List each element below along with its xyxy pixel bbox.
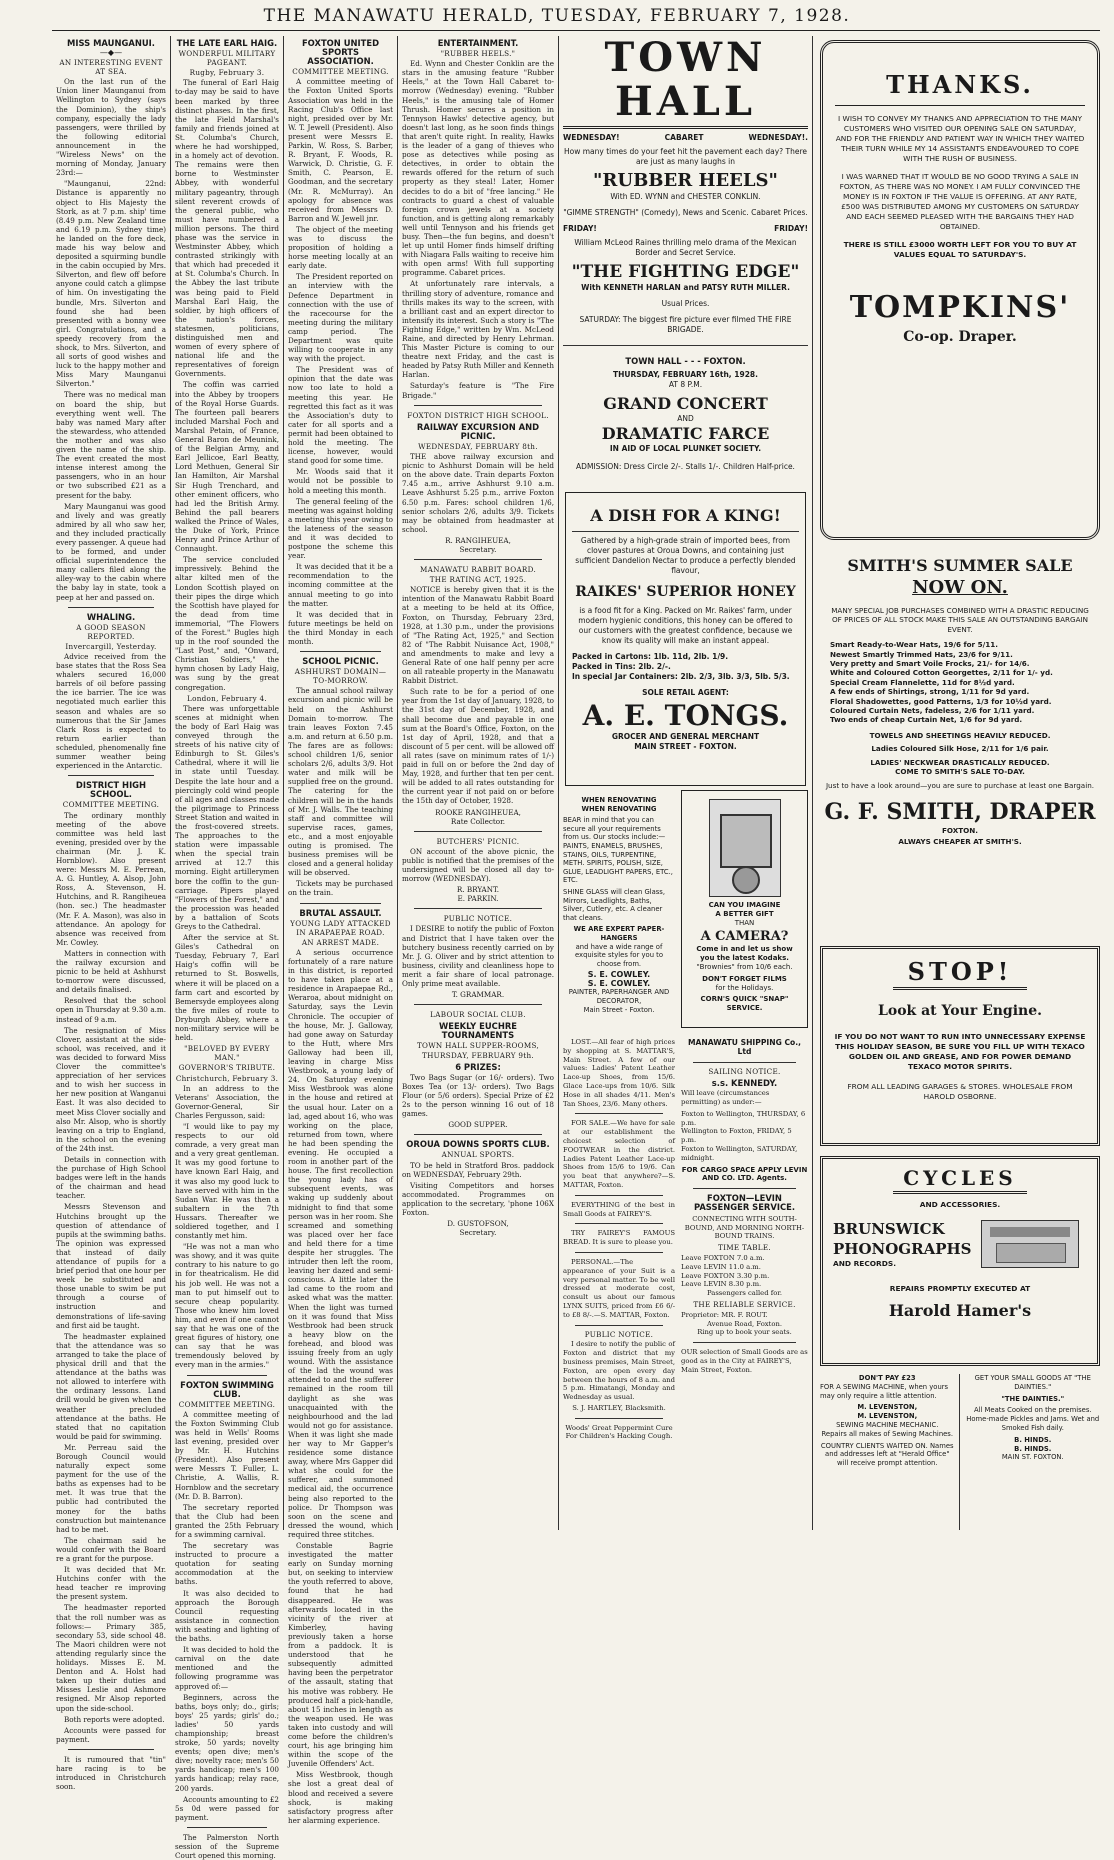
- timetable-row: Leave FOXTON 7.0 a.m.: [681, 1253, 765, 1262]
- paragraph: There was no medical man on board the ship, but everything went well. The baby was named Mary after the stewardess, who attended the mother and was also given the name of the ship. The event created the most intense interest among the passengers, who in an hour or two subscribed £21 as a present for the baby.: [56, 390, 166, 500]
- divider: [414, 559, 542, 560]
- honey-name: RAIKES' SUPERIOR HONEY: [575, 584, 796, 600]
- support-programme: "GIMME STRENGTH" (Comedy), News and Scenic. Cabaret Prices.: [563, 208, 808, 217]
- paragraph: The general feeling of the meeting was against holding a meeting this year owing to the lateness of the season and it was decided to postpone the scheme this year.: [288, 496, 393, 561]
- notice-subheading: TOWN HALL SUPPER-ROOMS, THURSDAY, FEBRUARY 9th.: [416, 1041, 540, 1060]
- paragraph: The President was of opinion that the date was now too late to hold a meeting this year. He regretted this fact as it was the Association's duty to cater for all sports and a permit had been obtained to hold the meeting. The license, however, would stand good for some time.: [288, 365, 393, 466]
- dainties-line: All Meats Cooked on the premises. Home-made Pickles and Jams. Wet and Smoked Fish daily.: [966, 1406, 1100, 1432]
- shipping-heading: MANAWATU SHIPPING Co., Ltd: [687, 1038, 802, 1056]
- paragraph: Constable Bagrie investigated the matter early on Sunday morning but, on seeking to interview the youth referred to above, found that he had disappeared. He was afterwards located in the vicinity of the river at Kimberley, having previously taken a horse from a paddock. It is understood that he subsequently admitted having been the perpetrator of the assault, stating that his motive was robbery. He produced half a pick-handle, about 15 inches in length as the weapon used. He was taken into custody and will come before the children's court, his age bringing him within the scope of the Juvenile Offenders' Act.: [288, 1541, 393, 1769]
- paragraph: The secretary was instructed to procure a quotation for seating accommodation at the baths.: [175, 1541, 279, 1587]
- divider: [300, 651, 381, 652]
- column-rule: [812, 36, 813, 1530]
- paragraph: The resignation of Miss Clover, assistant at the side-school, was received, and it was decided to forward Miss Clover the committee's appreciation of her services and to wish her success in her new position at Wanganui East. It was also decided to meet Miss Clover socially and also Mr. Alsop, who is shortly leaving on a trip to England, in the school on the evening of the 24th inst.: [56, 1025, 166, 1153]
- paragraph: A committee meeting of the Foxton Swimming Club was held in Wells' Rooms last evening, presided over by Mr. H. Hutchins (President). Also present were Messrs T. Fuller, L. Christie, A. Wallis, R. Hornblow and the secretary (Mr. D. B. Barron).: [175, 1409, 279, 1501]
- divider: [187, 1827, 267, 1828]
- paragraph: It was also decided to approach the Borough Council requesting assistance in connection with seating and lighting of the baths.: [175, 1588, 279, 1644]
- thanks-paragraph: THERE IS STILL £3000 WORTH LEFT FOR YOU TO BUY AT VALUES EQUAL TO SATURDAY'S.: [843, 240, 1077, 259]
- price-line: Packed in Cartons: 1lb. 11d, 2lb. 1/9.: [572, 652, 729, 661]
- signature: S. J. HARTLEY, Blacksmith.: [572, 1403, 666, 1412]
- headline: ENTERTAINMENT.: [437, 38, 519, 48]
- repairs-line: REPAIRS PROMPTLY EXECUTED AT: [889, 1284, 1031, 1293]
- notice-body: I DESIRE to notify the public of Foxton and District that I have taken over the butchery business recently carried on by Mr. J. G. Oliver and by strict attention to business, civility and cleanliness hope to merit a fair share of local patronage. Only prime meat available.: [402, 924, 554, 988]
- sale-intro: MANY SPECIAL JOB PURCHASES COMBINED WITH A DRASTIC REDUCING OF PRICES OF ALL STOCK MAKE THIS SALE AN OUTSTANDING BARGAIN EVENT.: [831, 606, 1089, 634]
- thanks-title: THANKS.: [835, 69, 1085, 106]
- shipping-line: Foxton to Wellington, SATURDAY, midnight.: [681, 1144, 798, 1162]
- film-cast: With KENNETH HARLAN and PATSY RUTH MILLER.: [581, 283, 790, 292]
- merchant-address: MAIN STREET - FOXTON.: [634, 742, 737, 751]
- honey-advert: [565, 492, 806, 786]
- draper-name: G. F. SMITH, DRAPER: [824, 798, 1096, 825]
- passenger-line: Passengers called for.: [707, 1289, 782, 1298]
- day-label: WEDNESDAY!.: [748, 133, 808, 142]
- paragraph: The Palmerston North session of the Supreme Court opened this morning.: [175, 1832, 279, 1860]
- cabaret-row: [563, 133, 808, 143]
- sale-title: SMITH'S SUMMER SALE: [847, 556, 1073, 575]
- paragraph: The ordinary monthly meeting of the above committee was held last evening, presided over by the chairman (Mr. J. K. Hornblow). Also present were: Messrs M. E. Perrean, A. G. Huntley, A. Alsop, John Ross, A. Stevenson, H. Hutchins, and R. Rangiheuea (hon. sec.) The headmaster (Mr. F. A. Mason), was also in attendance. An apology for absence was received from Mr. Cowley.: [56, 810, 166, 947]
- dainties-line: MAIN ST. FOXTON.: [1001, 1453, 1064, 1462]
- headline: SCHOOL PICNIC.: [302, 656, 379, 667]
- divider: [300, 903, 381, 904]
- headline: WHALING.: [86, 611, 136, 622]
- price-line: Packed in Tins: 2lb. 2/-.: [572, 662, 671, 671]
- sewing-line: M. LEVENSTON,: [857, 1403, 918, 1412]
- venue: TOWN HALL - - - FOXTON.: [625, 356, 746, 366]
- sale-line: Ladies Coloured Silk Hose, 2/11 for 1/6 pair.: [871, 744, 1049, 754]
- paragraph: It is rumoured that "tin" hare racing is to be introduced in Christchurch soon.: [56, 1754, 166, 1792]
- sewing-line: COUNTRY CLIENTS WAITED ON. Names and addresses left at "Herald Office" will receive prompt attention.: [820, 1441, 954, 1468]
- camera-headline: A CAMERA?: [700, 929, 789, 944]
- renov-name: S. E. COWLEY.: [587, 978, 651, 988]
- honey-intro: Gathered by a high-grade strain of imported bees, from clover pastures at Oroua Downs, and containing just sufficient Dandelion Nectar to produce a perfectly blended flavour,: [575, 536, 796, 575]
- paragraph: Ed. Wynn and Chester Conklin are the stars in the amusing feature "Rubber Heels," at the Town Hall Cabaret to-morrow (Wednesday) evening. "Rubber Heels," is the amusing tale of Homer Thrush. Homer secures a position in Tennyson Hawks' detective agency, but doesn't last long, as he soon finds things that aren't quite right. In reality, Hawks is the leader of a gang of thieves who pose as detectives while posing as detectives, in order to obtain the rewards offered for the return of such property as they steal! Later, Homer decides to do a bit of "free lancing." He contracts to guard a chest of valuable foreign crown jewels at a society function, and is getting along remarkably well until Tennyson and his friends get busy. Then—the fun begins, and doesn't let up until Homer finds himself drifting with Niagara Falls waiting to receive him with open arms! With full supporting programme. Cabaret prices.: [402, 59, 554, 278]
- paragraph: Messrs Stevenson and Hutchins brought up the question of attendance of pupils at the swimming baths. The opinion was expressed that instead of daily attendance of pupils for a brief period that one hour per week be substituted and those unable to swim be put through a course of instruction and demonstrations of life-saving and first aid be taught.: [56, 1202, 166, 1330]
- thanks-advert: [820, 40, 1100, 540]
- camera-question: A BETTER GIFT: [715, 910, 774, 918]
- records-label: AND RECORDS.: [833, 1259, 897, 1268]
- masthead: THE MANAWATU HERALD, TUESDAY, FEBRUARY 7, 1928.: [263, 6, 851, 26]
- headline: FOXTON UNITED SPORTS ASSOCIATION.: [301, 38, 380, 67]
- sewing-ad: [820, 1374, 960, 1530]
- film-title: "THE FIGHTING EDGE": [571, 262, 800, 282]
- shipping-subheading: SAILING NOTICE.: [708, 1066, 781, 1076]
- stop-subtitle: Look at Your Engine.: [878, 1003, 1042, 1019]
- paragraph: A serious occurrence fortunately of a rare nature in this district, is reported to have taken place at a residence in Arapaepae Rd., Weraroa, about midnight on Saturday, says the Levin Chronicle. The occupier of the house, Mr. J. Galloway, had gone away on Saturday to the Hutt, where Mrs Galloway had been ill, leaving in charge Miss Westbrook, a young lady of 24. On Saturday evening Miss Westbrook was alone in the house and retired at the usual hour. Later on a lad, aged about 16, who was working on the place, returned from town, where he had been spending the evening. He occupied a room in another part of the house. The first recollection the young lady has of subsequent events, was waking up suddenly about midnight to find that some person was in her room. She screamed and something was placed over her face and held there for a time despite her struggles. The intruder then left the room, leaving her dazed and semi-conscious. A little later the lad came to the room and asked what was the matter. When the light was turned on it was found that Miss Westbrook had been struck a heavy blow on the forehead, and blood was issuing freely from an ugly wound. With the assistance of the lad the wound was attended to and the sufferer remained in the room till daylight as she was unacquainted with the neighbourhood and the lad would not go for assistance. When it was light she made her way to Mr Gapper's residence some distance away, where Mrs Gapper did what she could for the sufferer, and summoned medical aid, the occurrence being also reported to the police. Dr Thompson was soon on the scene and dressed the wound, which required three stitches.: [288, 947, 393, 1539]
- camera-holidays: for the Holidays.: [715, 984, 774, 992]
- small-ad: Woods' Great Peppermint Cure For Children's Hacking Cough.: [565, 1423, 673, 1441]
- notice-heading: FOXTON DISTRICT HIGH SCHOOL.: [407, 410, 549, 420]
- subheading: AN INTERESTING EVENT AT SEA.: [59, 58, 163, 77]
- dainties-ad: [960, 1374, 1101, 1530]
- shipping-agents: FOR CARGO SPACE APPLY LEVIN AND CO. LTD. Agents.: [681, 1165, 808, 1183]
- paragraph: It was decided that it be a recommendation to the incoming committee at the annual meeting to go into the matter.: [288, 562, 393, 608]
- notice-date: WEDNESDAY, FEBRUARY 8th.: [418, 441, 538, 451]
- notice-line: GOOD SUPPER.: [448, 1120, 508, 1130]
- paragraph: Details in connection with the purchase of High School badges were left in the hands of the chairman and head teacher.: [56, 1154, 166, 1201]
- stop-title: STOP!: [893, 957, 1027, 990]
- passenger-line: Proprietor: MR. F. ROUT.: [681, 1310, 768, 1319]
- divider: [693, 1188, 796, 1189]
- film-description: William McLeod Raines thrilling melo drama of the Mexican Border and Secret Service.: [574, 238, 797, 257]
- divider: [187, 1375, 267, 1376]
- shipping-line: Will leave (circumstances permitting) as under:—: [681, 1089, 770, 1106]
- shipping-line: Wellington to Foxton, FRIDAY, 5 p.m.: [681, 1127, 792, 1145]
- thanks-paragraph: I WISH TO CONVEY MY THANKS AND APPRECIATION TO THE MANY CUSTOMERS WHO VISITED OUR OPENING SALE ON SATURDAY, AND FOR THE FRIENDLY AND PATIENT WAY IN WHICH THEY WAITED THEIR TURN WHILE MY 14 ASSISTANTS ENDEAVOURED TO COPE WITH THE RUSH OF BUSINESS.: [835, 114, 1085, 163]
- sale-line: TOWELS AND SHEETINGS HEAVILY REDUCED.: [869, 730, 1051, 740]
- paragraph: The coffin was carried into the Abbey by troopers of the Royal Horse Guards. The fourteen pall bearers included Marshal Foch and Marshal Petain, of France, General Baron de Meunink, of the Belgian Army, and Earl Jellicoe, Earl Beatty, Lord Methuen, General Sir Ian Hamilton, Air Marshal Sir Hugh Trenchard, and other eminent officers, who had led the British Army. Behind the pall bearers walked the Prince of Wales, the Duke of York, Prince Henry and Prince Arthur of Connaught.: [175, 380, 279, 554]
- paragraph: There was unforgettable scenes at midnight when the body of Earl Haig was conveyed through the streets of his native city of Edinburgh to St. Giles's Cathedral, where it will lie in state until Tuesday. Despite the late hour and a piercingly cold wind people of all ages and classes made the pilgrimage to Princess Street Station and waited in the frost-covered streets. The approaches to the station were impassable when the special train arrived at 12.7 this morning. Eight artillerymen bore the coffin to the gun-carriage. Pipers played "Flowers of the Forest," and the procession was headed by a battalion of Scots Greys to the Cathedral.: [175, 703, 279, 931]
- headline: DISTRICT HIGH SCHOOL.: [75, 780, 147, 800]
- divider: [575, 1252, 663, 1253]
- signature: R. BRYANT.: [456, 885, 500, 895]
- sale-item: A few ends of Shirtings, strong, 1/11 for 9d yard.: [830, 687, 1030, 697]
- notice-title: RAILWAY EXCURSION AND PICNIC.: [416, 421, 540, 441]
- notice-title: OROUA DOWNS SPORTS CLUB.: [406, 1139, 550, 1150]
- dateline: Rugby, February 3.: [189, 68, 265, 78]
- signature: R. RANGIHEUEA,: [445, 535, 511, 545]
- renovating-advert: [563, 796, 675, 1032]
- paragraph: The President reported on an interview with the Defence Department in connection with the use of the racecourse for the meeting during the military camp period. The Department was quite willing to cooperate in any way with the project.: [288, 272, 393, 364]
- renov-expert: WE ARE EXPERT PAPER-HANGERS: [573, 925, 665, 942]
- divider: [414, 1134, 542, 1135]
- renov-name: S. E. COWLEY.: [587, 970, 651, 980]
- column-rule: [397, 36, 398, 1530]
- sewing-line: FOR A SEWING MACHINE, when yours may only require a little attention.: [820, 1382, 949, 1400]
- paragraph: The funeral of Earl Haig to-day may be said to have been marked by three distinct phases. In the first, the late Field Marshal's family and friends joined at St. Columba's Church, where he had worshipped, in a homely act of devotion. The remains were then borne to Westminster Abbey, with wonderful military pageantry, through silent reverent crowds of the general public, who must have numbered a million persons. The third phase was the service in Westminster Abbey, which contrasted strikingly with that which had preceded it at St. Columba's Church. In the Abbey the last tribute was being paid to Field Marshal Earl Haig, the soldier, by high officers of the nation's forces, statesmen, politicians, distinguished men and women of every sphere of national life and the representatives of foreign Governments.: [175, 78, 279, 379]
- divider: [563, 345, 808, 346]
- masthead-rule: [52, 30, 1100, 31]
- texaco-advert: [820, 946, 1100, 1146]
- renov-glass: SHINE GLASS will clean Glass, Mirrors, Leadlights, Baths, Silver, Cutlery, etc. A cleaner that cleans.: [563, 887, 666, 922]
- notice-body: TO be held in Stratford Bros. paddock on WEDNESDAY, February 29th.: [402, 1160, 554, 1179]
- subheading: WONDERFUL MILITARY PAGEANT.: [178, 49, 276, 68]
- small-ad: LOST.—All fear of high prices by shopping at S. MATTAR'S, Main Street. A few of our values: Ladies' Patent Leather Lace-up Shoes, from 15/6. Glace Lace-ups from 10/6. Silk Hose in all shades 4/11. Men's Tan Shoes, 23/6. Many others.: [563, 1038, 675, 1108]
- paragraph: The headmaster explained that the attendance was so arranged to take the place of physical drill and that the attendance at the baths was not allowed to interfere with the ordinary lessons. Land drill would be given when the weather precluded attendance at the baths. He stated that no capitation would be paid for swimming.: [56, 1331, 166, 1441]
- brunswick-label: BRUNSWICK: [833, 1220, 945, 1238]
- paragraph: The service concluded impressively. Behind the altar kilted men of the London Scottish played on their pipes the dirge which the Scottish have played for the dead from time immemorial, "The Flowers of the Forest." Bugles high up in the roof sounded the "Last Post," and, "Onward, Christian Soldiers," the hymn chosen by Lady Haig, was sung by the great congregation.: [175, 555, 279, 692]
- renov-heading: WHEN RENOVATING: [581, 796, 657, 804]
- headline: THE LATE EARL HAIG.: [176, 38, 278, 48]
- event-cause: IN AID OF LOCAL PLUNKET SOCIETY.: [609, 444, 762, 453]
- camera-price: "Brownies" from 10/6 each.: [696, 963, 793, 971]
- dateline: Invercargill, Yesterday.: [65, 641, 157, 651]
- shipping-line: Foxton to Wellington, THURSDAY, 6 p.m.: [681, 1109, 806, 1127]
- passenger-line: THE RELIABLE SERVICE.: [693, 1299, 796, 1309]
- sale-subtitle: NOW ON.: [912, 577, 1008, 598]
- merchant-trade: GROCER AND GENERAL MERCHANT: [611, 732, 760, 741]
- notice-heading: PUBLIC NOTICE.: [443, 914, 513, 924]
- draper-town: FOXTON.: [941, 825, 979, 835]
- sale-line: COME TO SMITH'S SALE TO-DAY.: [895, 767, 1025, 777]
- divider: [68, 775, 154, 776]
- paragraph: Matters in connection with the railway excursion and picnic to be held at Ashhurst to-morrow were discussed, and details finalised.: [56, 948, 166, 995]
- film-cast: With ED. WYNN and CHESTER CONKLIN.: [610, 192, 761, 201]
- sewing-line: SEWING MACHINE MECHANIC.: [836, 1420, 939, 1429]
- passenger-line: Avenue Road, Foxton.: [707, 1319, 782, 1328]
- phono-row: [833, 1216, 1087, 1272]
- notice-body: NOTICE is hereby given that it is the intention of the Manawatu Rabbit Board at a meeting to be held at its Office, Foxton, on Thursday, February 23rd, 1928, at 1.30 p.m., under the provisions of "The Rating Act, 1925," and Section 82 of "The Rabbit Nuisance Act, 1908," and amendments to make and levy a General Rate of one half penny per acre on all rateable property in the Manawatu Rabbit District.: [402, 585, 554, 686]
- notice-heading: BUTCHERS' PICNIC.: [436, 836, 520, 846]
- signature: E. PARKIN.: [457, 894, 499, 904]
- subheading: A GOOD SEASON REPORTED.: [76, 622, 146, 641]
- signature: ROOKE RANGIHEUEA,: [435, 807, 521, 817]
- divider: [414, 831, 542, 832]
- sale-item: Very pretty and Smart Voile Frocks, 21/- for 14/6.: [830, 659, 1030, 669]
- ship-name: s.s. KENNEDY.: [711, 1078, 778, 1089]
- dateline: London, February 4.: [187, 693, 267, 703]
- hamer-name: Harold Hamer's: [888, 1301, 1032, 1320]
- column-rule: [558, 36, 559, 1530]
- notice-subheading: ANNUAL SPORTS.: [441, 1150, 515, 1160]
- headline: BRUTAL ASSAULT.: [299, 907, 382, 918]
- notice-heading: MANAWATU RABBIT BOARD.: [419, 565, 537, 575]
- paragraph: It was decided that in future meetings be held on the third Monday in each month.: [288, 609, 393, 646]
- stop-body: IF YOU DO NOT WANT TO RUN INTO UNNECESSARY EXPENSE THIS HOLIDAY SEASON, BE SURE YOU FILL UP WITH TEXACO GOLDEN OIL AND GREASE, AND FOR POWER DEMAND TEXACO MOTOR SPIRITS.: [834, 1032, 1086, 1071]
- paragraph: In an address to the Veterans' Association, the Governor-General, Sir Charles Fergusson, said:: [175, 1083, 279, 1120]
- passenger-heading: FOXTON—LEVIN PASSENGER SERVICE.: [693, 1193, 796, 1212]
- town-hall-title: TOWN HALL: [563, 36, 808, 129]
- small-ads-column: [563, 1038, 675, 1530]
- subheading: COMMITTEE MEETING.: [178, 1399, 276, 1409]
- column-rule: [170, 36, 171, 1530]
- town-hall-advert: [563, 36, 808, 484]
- notice-body: Visiting Competitors and horses accommodated. Programmes on application to the secretary, 'phone 106X Foxton.: [402, 1180, 554, 1217]
- subheading: ASHHURST DOMAIN—TO-MORROW.: [294, 667, 387, 686]
- notice-title: WEEKLY EUCHRE TOURNAMENTS: [438, 1021, 518, 1041]
- phonograph-illustration: [981, 1220, 1079, 1268]
- divider: [693, 1062, 796, 1063]
- dainties-line: GET YOUR SMALL GOODS AT "THE DAINTIES.": [974, 1374, 1091, 1391]
- notice-subheading: THE RATING ACT, 1925.: [429, 575, 527, 585]
- paragraph: On the last run of the Union liner Maunganui from Wellington to Sydney (says the Dominion), the ship's company, especially the lady passengers, were thrilled by the following editorial announcement in the "Wireless News" on the morning of Monday, January 23rd:—: [56, 77, 166, 178]
- paragraph: Saturday's feature is "The Fire Brigade.": [402, 381, 554, 400]
- notice-title: 6 PRIZES:: [455, 1061, 501, 1072]
- subheading: "RUBBER HEELS.": [440, 49, 516, 59]
- thanks-paragraph: I WAS WARNED THAT IT WOULD BE NO GOOD TRYING A SALE IN FOXTON, AS THERE WAS NO MONEY. I AM FULLY CONVINCED THE MONEY IS IN FOXTON IF THE VALUE IS OFFERING. AT ANY RATE, £500 WAS DISTRIBUTED AMONG MY CUSTOMERS ON SATURDAY AND EACH SEEMED PLEASED WITH THE BARGAINS THEY HAD OBTAINED.: [839, 172, 1081, 231]
- tompkins-name: TOMPKINS': [849, 290, 1071, 325]
- camera-question: CAN YOU IMAGINE: [708, 901, 781, 909]
- column-rule: [283, 36, 284, 1530]
- camera-illustration: [709, 799, 781, 897]
- timetable-row: Leave FOXTON 3.30 p.m.: [681, 1271, 770, 1280]
- tompkins-subtitle: Co-op. Draper.: [903, 329, 1017, 345]
- dainties-line: B. HINDS.: [1014, 1435, 1052, 1444]
- sale-line: Just to have a look around—you are sure to purchase at least one Bargain.: [825, 780, 1095, 790]
- sewing-line: Repairs all makes of Sewing Machines.: [821, 1429, 954, 1438]
- camera-films: DON'T FORGET FILMS: [702, 975, 787, 983]
- paragraph: Both reports were adopted.: [64, 1714, 165, 1724]
- signature: Rate Collector.: [450, 816, 506, 826]
- timetable-row: Leave LEVIN 11.0 a.m.: [681, 1262, 761, 1271]
- event-title: GRAND CONCERT: [603, 394, 768, 413]
- event-time: AT 8 P.M.: [668, 380, 703, 389]
- paragraph: After the service at St. Giles's Cathedral on Tuesday, February 7, Earl Haig's coffin will be returned to St. Boswells, where it will be placed on a farm cart and escorted by Bemersyde employees along the five miles of route to Dryburgh Abbey, where a non-military service will be held.: [175, 933, 279, 1043]
- divider: [693, 1342, 796, 1343]
- signature: T. GRAMMAR.: [451, 990, 505, 1000]
- renov-address: Main Street - Foxton.: [583, 1005, 655, 1014]
- small-ad: EVERYTHING of the best in Small Goods at FAIREY'S.: [563, 1200, 675, 1218]
- paragraph: Resolved that the school open in Thursday at 9.30 a.m. instead of 9 a.m.: [56, 996, 166, 1024]
- signature: Secretary.: [459, 544, 497, 554]
- paragraph: Miss Westbrook, though she lost a great deal of blood and received a severe shock, is making satisfactory progress after her alarming experience.: [288, 1770, 393, 1825]
- passenger-line: CONNECTING WITH SOUTH-BOUND, AND MORNING NORTH-BOUND TRAINS.: [684, 1214, 805, 1241]
- camera-advert: [681, 790, 808, 1028]
- admission: ADMISSION: Dress Circle 2/-. Stalls 1/-. Children Half-price.: [576, 462, 795, 471]
- sale-item: Coloured Curtain Nets, fadeless, 2/6 for 1/11 yard.: [830, 706, 1035, 716]
- paragraph: "He was not a man who was showy, and it was quite contrary to his nature to go in for theatricalism. He did his job well. He was not a man to put himself out to secure cheap popularity. Those who knew him loved him, and even if one cannot say that he was one of the great figures of history, one can say that he was tremendously beloved by every man in the armies.": [175, 1242, 279, 1370]
- subheading: YOUNG LADY ATTACKED IN ARAPAEPAE ROAD.: [290, 918, 391, 937]
- notice-body: Two Bags Sugar (or 16/- orders). Two Boxes Tea (or 13/- orders). Two Bags Flour (or 5/6 orders). Special Prize of £2 2s to the person winning 16 out of 18 games.: [402, 1072, 554, 1119]
- paragraph: Mr. Woods said that it would not be possible to hold a meeting this month.: [288, 467, 393, 495]
- subheading: AN ARREST MADE.: [301, 937, 380, 947]
- headline: MISS MAUNGANUI.: [67, 38, 155, 48]
- merchant-name: A. E. TONGS.: [582, 699, 789, 732]
- phono-text: [833, 1219, 973, 1269]
- dateline: Christchurch, February 3.: [175, 1073, 279, 1083]
- subheading: COMMITTEE MEETING.: [62, 800, 160, 810]
- sewing-line: DON'T PAY £23: [858, 1374, 916, 1382]
- small-ad: PERSONAL.—The appearance of your Suit is a very personal matter. To be well dressed at moderate cost, consult us about our famous LYNX SUITS, priced from £6 6/- to £8 8/-.—S. MATTAR, Foxton.: [563, 1257, 675, 1319]
- notice-body: THE above railway excursion and picnic to Ashhurst Domain will be held on the above date. Train departs Foxton 7.45 a.m., arrive Ashhurst 9.10 a.m. Leave Ashhurst 5.25 p.m., arrive Foxton 6.50 p.m. Fares: school children 1/6, senior scholars 2/6, adults 3/9. Tickets may be obtained from headmaster at school.: [402, 452, 554, 534]
- ornament: —◆—: [99, 48, 123, 58]
- divider: [575, 1113, 663, 1114]
- stop-footer: FROM ALL LEADING GARAGES & STORES. WHOLESALE FROM HAROLD OSBORNE.: [847, 1082, 1073, 1101]
- paragraph: The annual school railway excursion and picnic will be held on the Ashhurst Domain to-morrow. The train leaves Foxton 7.45 a.m. and return at 6.50 p.m. The fares are as follows: school children 1/6, senior scholars 2/6, adults 3/9. Hot water and milk will be supplied free on the ground. The catering for the children will be in the hands of Mr. J. Walls. The teaching staff and committee will supervise races, games, etc., and a most enjoyable outing is promised. The business premises will be closed and a general holiday will be observed.: [288, 686, 393, 878]
- event-title: DRAMATIC FARCE: [601, 424, 770, 443]
- sewing-line: M. LEVENSTON,: [857, 1412, 918, 1421]
- signature: Secretary.: [459, 1228, 497, 1238]
- divider: [572, 531, 799, 532]
- small-ad: I desire to notify the public of Foxton and district that my business premises, Main Street, Foxton, are open every day between the hours of 8 a.m. and 5 p.m. Himatangi, Monday and Wednesday as usual.: [563, 1340, 675, 1402]
- paragraph: It was decided that Mr. Hutchins confer with the head teacher re improving the present system.: [56, 1565, 166, 1602]
- day-label: FRIDAY!: [774, 224, 808, 233]
- paragraph: The object of the meeting was to discuss the proposition of holding a horse meeting locally at an early date.: [288, 224, 393, 271]
- divider: [575, 1418, 663, 1419]
- paragraph: It was decided to hold the carnival on the date mentioned and the following programme was approved of:—: [175, 1645, 279, 1691]
- sale-item: Special Cream Flannelette, 11d for 8½d yard.: [830, 677, 1015, 687]
- day-label: WEDNESDAY!: [563, 133, 620, 142]
- timetable-row: Leave LEVIN 8.30 p.m.: [681, 1280, 762, 1289]
- paragraph: Mr. Perreau said the Borough Council would naturally expect some payment for the use of the baths as expenses had to be met. It was true that the public had contributed the money for the baths construction but maintenance had to be met.: [56, 1442, 166, 1534]
- friday-row: [563, 224, 808, 234]
- renov-range: and have a wide range of exquisite styles for you to choose from.: [574, 942, 663, 968]
- cycles-advert: [820, 1156, 1100, 1366]
- cycles-title: CYCLES: [893, 1165, 1027, 1194]
- column-4: [402, 36, 554, 1530]
- paragraph: Accounts were passed for payment.: [56, 1725, 166, 1744]
- camera-question: THAN: [734, 919, 755, 927]
- paragraph: Advice received from the base states that the Ross Sea whalers secured 16,000 barrels of oil before passing the ice barrier. The ice was negotiated much earlier this season and whales are so numerous that the Sir James Clark Ross is expected to return earlier than scheduled, phenomenally fine summer weather being experienced in the Antarctic.: [56, 652, 166, 771]
- sale-item: Newest Smartly Trimmed Hats, 23/6 for 9/11.: [830, 649, 1013, 659]
- small-ad: TRY FAIREY'S FAMOUS BREAD. It is sure to please you.: [563, 1229, 675, 1247]
- divider: [575, 1195, 663, 1196]
- renov-body: BEAR in mind that you can secure all your requirements from us. Our stocks include:—: [563, 816, 666, 842]
- headline: FOXTON SWIMMING CLUB.: [180, 1379, 274, 1399]
- price-line: In special Jar Containers: 2lb. 2/3, 3lb. 3/3, 5lb. 5/3.: [572, 672, 790, 681]
- prices: Usual Prices.: [661, 299, 710, 308]
- paragraph: Mary Maunganui was good and lively and was greatly admired by all who saw her, and they included practically every passenger. A queue had to be formed, and under official superintendence the many callers filed along the alley-way to the cabin where the baby lay in state, took a peep at her and passed on.: [56, 501, 166, 602]
- column-2: [175, 36, 279, 1860]
- divider: [68, 1749, 154, 1750]
- saturday-feature: SATURDAY: The biggest fire picture ever filmed THE FIRE BRIGADE.: [579, 315, 792, 334]
- renov-trade: PAINTER, PAPERHANGER AND DECORATOR,: [568, 988, 670, 1006]
- honey-body: is a food fit for a King. Packed on Mr. Raikes' farm, under modern hygienic conditions, this honey can be offered to our customers with the greatest confidence, because we know its quality will make an instant appeal.: [578, 606, 793, 645]
- small-ad: FOR SALE.—We have for sale at our establishment the choicest selection of FOOTWEAR in the district. Ladies Patent Leather Lace-up Shoes from 15/6 to 19/6. Can you beat that anywhere?—S. MATTAR, Foxton.: [563, 1119, 675, 1189]
- notice-body: Such rate to be for a period of one year from the 1st day of January, 1928, to the 31st day of December, 1928, and shall become due and payable in one sum at the Board's Office, Foxton, on the 1st day of April, 1928, and that a discount of 5 per cent. will be allowed off all rates (save on minimum rates of 1/-) paid in full on or before the 2nd day of May, 1928, and further that ten per cent. will be added to all rates outstanding for the current year if not paid on or before the 15th day of October, 1928.: [402, 687, 554, 806]
- paragraph: The secretary reported that the Club had been granted the 25th February for a swimming carnival.: [175, 1502, 279, 1539]
- column-3: [288, 36, 393, 1825]
- shipping-column: [681, 1036, 808, 1530]
- divider: [414, 908, 542, 909]
- sale-line: LADIES' NECKWEAR DRASTICALLY REDUCED.: [870, 757, 1050, 767]
- dainties-line: B. HINDS.: [1014, 1444, 1052, 1453]
- paragraph: Tickets may be purchased on the train.: [288, 879, 393, 898]
- signature: D. GUSTOFSON,: [447, 1219, 509, 1229]
- timetable-heading: TIME TABLE.: [717, 1243, 771, 1253]
- sale-item: Smart Ready-to-Wear Hats, 19/6 for 5/11.: [830, 640, 998, 650]
- draper-slogan: ALWAYS CHEAPER AT SMITH'S.: [898, 837, 1022, 847]
- sale-items: [830, 640, 1100, 725]
- sale-item: Two ends of cheap Curtain Net, 1/6 for 9d yard.: [830, 715, 1023, 725]
- day-label: FRIDAY!: [563, 224, 597, 233]
- renov-items: PAINTS, ENAMELS, BRUSHES, STAINS, OILS, TURPENTINE, METH. SPIRITS, POLISH, SIZE, GLUE, LEADLIGHT PAPERS, ETC., ETC.: [563, 841, 673, 885]
- paragraph: A committee meeting of the Foxton United Sports Association was held in the Racing Club's Office last night, presided over by Mr. W. T. Jewell (President). Also present were Messrs E. Parkin, W. Ross, S. Barber, R. Bryant, F. Woods, R. Warwick, D. Christie, G. F. Smith, C. Pearson, E. Goodman, and the secretary (Mr. R. McMurray). An apology for absence was received from Messrs D. Barron and W. Jewell jnr.: [288, 77, 393, 223]
- sale-item: Floral Shadowettes, good Patterns, 1/3 for 10½d yard.: [830, 696, 1052, 706]
- small-ad: OUR selection of Small Goods are as good as in the City at FAIREY'S, Main Street, Foxton.: [681, 1348, 808, 1374]
- agent-label: SOLE RETAIL AGENT:: [642, 688, 729, 697]
- column-1: [56, 36, 166, 1792]
- subheading: "BELOVED BY EVERY MAN.": [184, 1044, 270, 1063]
- honey-title: A DISH FOR A KING!: [590, 506, 781, 525]
- and-text: AND: [677, 414, 694, 423]
- dainties-line: "THE DAINTIES.": [1001, 1394, 1065, 1403]
- promo-text: How many times do your feet hit the pavement each day? There are just as many laughs in: [563, 147, 807, 166]
- film-title: "RUBBER HEELS": [593, 170, 778, 191]
- divider: [575, 1223, 663, 1224]
- paragraph: At unfortunately rare intervals, a thrilling story of adventure, romance and thrills makes its way to the screen, with a brilliant cast and an expert director to intensify its interest. Such a story is "The Fighting Edge," written by Wm. McLeod Raine, and directed by Henry Lehrman. This Master Picture is coming to our theatre next Friday, and the cast is headed by Patsy Ruth Miller and Kenneth Harlan.: [402, 279, 554, 380]
- paragraph: Accounts amounting to £2 5s 0d were passed for payment.: [175, 1794, 279, 1822]
- paragraph: The headmaster reported that the roll number was as follows:— Primary 385, secondary 53, side school 48. The Maori children were not attending regularly since the holidays. Misses E. M. Denton and A. Holst had taken up their duties and Misses Leslie and Ashmore resigned. Mr Alsop reported upon the side-school.: [56, 1603, 166, 1713]
- paragraph: Beginners, across the baths, boys only; do., girls; boys' 25 yards; girls' do.; ladies' 50 yards championship; breast stroke, 50 yards; novelty events; open dive; men's dive; novelty race; men's 50 yards handicap; men's 100 yards handicap; relay race, 200 yards.: [175, 1692, 279, 1793]
- subheading: COMMITTEE MEETING.: [292, 67, 389, 77]
- event-date: THURSDAY, FEBRUARY 16th, 1928.: [613, 370, 758, 379]
- sale-item: White and Coloured Cotton Georgettes, 2/11 for 1/- yd.: [830, 668, 1053, 678]
- paragraph: The chairman said he would confer with the Board re a grant for the purpose.: [56, 1535, 166, 1563]
- smith-sale-advert: [820, 556, 1100, 936]
- paragraph: "Maunganui, 22nd: Distance is apparently no object to His Majesty the Stork, as at 7 p.m. ship' time (8.49 p.m. New Zealand time and 6.19 p.m. Sydney time) he landed on the fore deck, made his way below and deposited a squirming bundle in the cabin occupied by Mrs. Silverton, and flew off before anyone could catch a glimpse of him. On investigating the bundle, Mrs. Silverton and found she had been presented with a bonny wee girl. Congratulations, and a speedy recovery from the shock, to Mrs. Silverton, and all sorts of good wishes and luck to the happy mother and Miss Mary Maunganui Silverton.": [56, 179, 166, 389]
- divider: [68, 607, 154, 608]
- passenger-line: Ring up to book your seats.: [697, 1328, 792, 1337]
- divider: [575, 1325, 663, 1326]
- notice-heading: LABOUR SOCIAL CLUB.: [430, 1010, 526, 1020]
- notice-heading: PUBLIC NOTICE.: [584, 1329, 654, 1339]
- notice-body: ON account of the above picnic, the public is notified that the premises of the undersigned will be closed all day to-morrow (WEDNESDAY).: [402, 846, 554, 884]
- renov-heading: WHEN RENOVATING: [581, 804, 657, 813]
- divider: [414, 1004, 542, 1005]
- phono-label: PHONOGRAPHS: [833, 1240, 972, 1258]
- subheading: GOVERNOR'S TRIBUTE.: [178, 1063, 276, 1073]
- bottom-small-ads: [820, 1374, 1100, 1530]
- cabaret-label: CABARET: [664, 133, 704, 142]
- divider: [414, 405, 542, 406]
- cycles-subtitle: AND ACCESSORIES.: [919, 1200, 1001, 1209]
- camera-service: CORN'S QUICK "SNAP" SERVICE.: [700, 995, 789, 1012]
- camera-body: Come in and let us show you the latest Kodaks.: [696, 945, 793, 962]
- paragraph: "I would like to pay my respects to our old comrade, a very great man and a very great gentleman. It was my good fortune to have known Earl Haig, and it was also my good luck to have served with him in the Sudan War. He was then a subaltern in the 7th Hussars. Thereafter we soldiered together, and I constantly met him.: [175, 1121, 279, 1241]
